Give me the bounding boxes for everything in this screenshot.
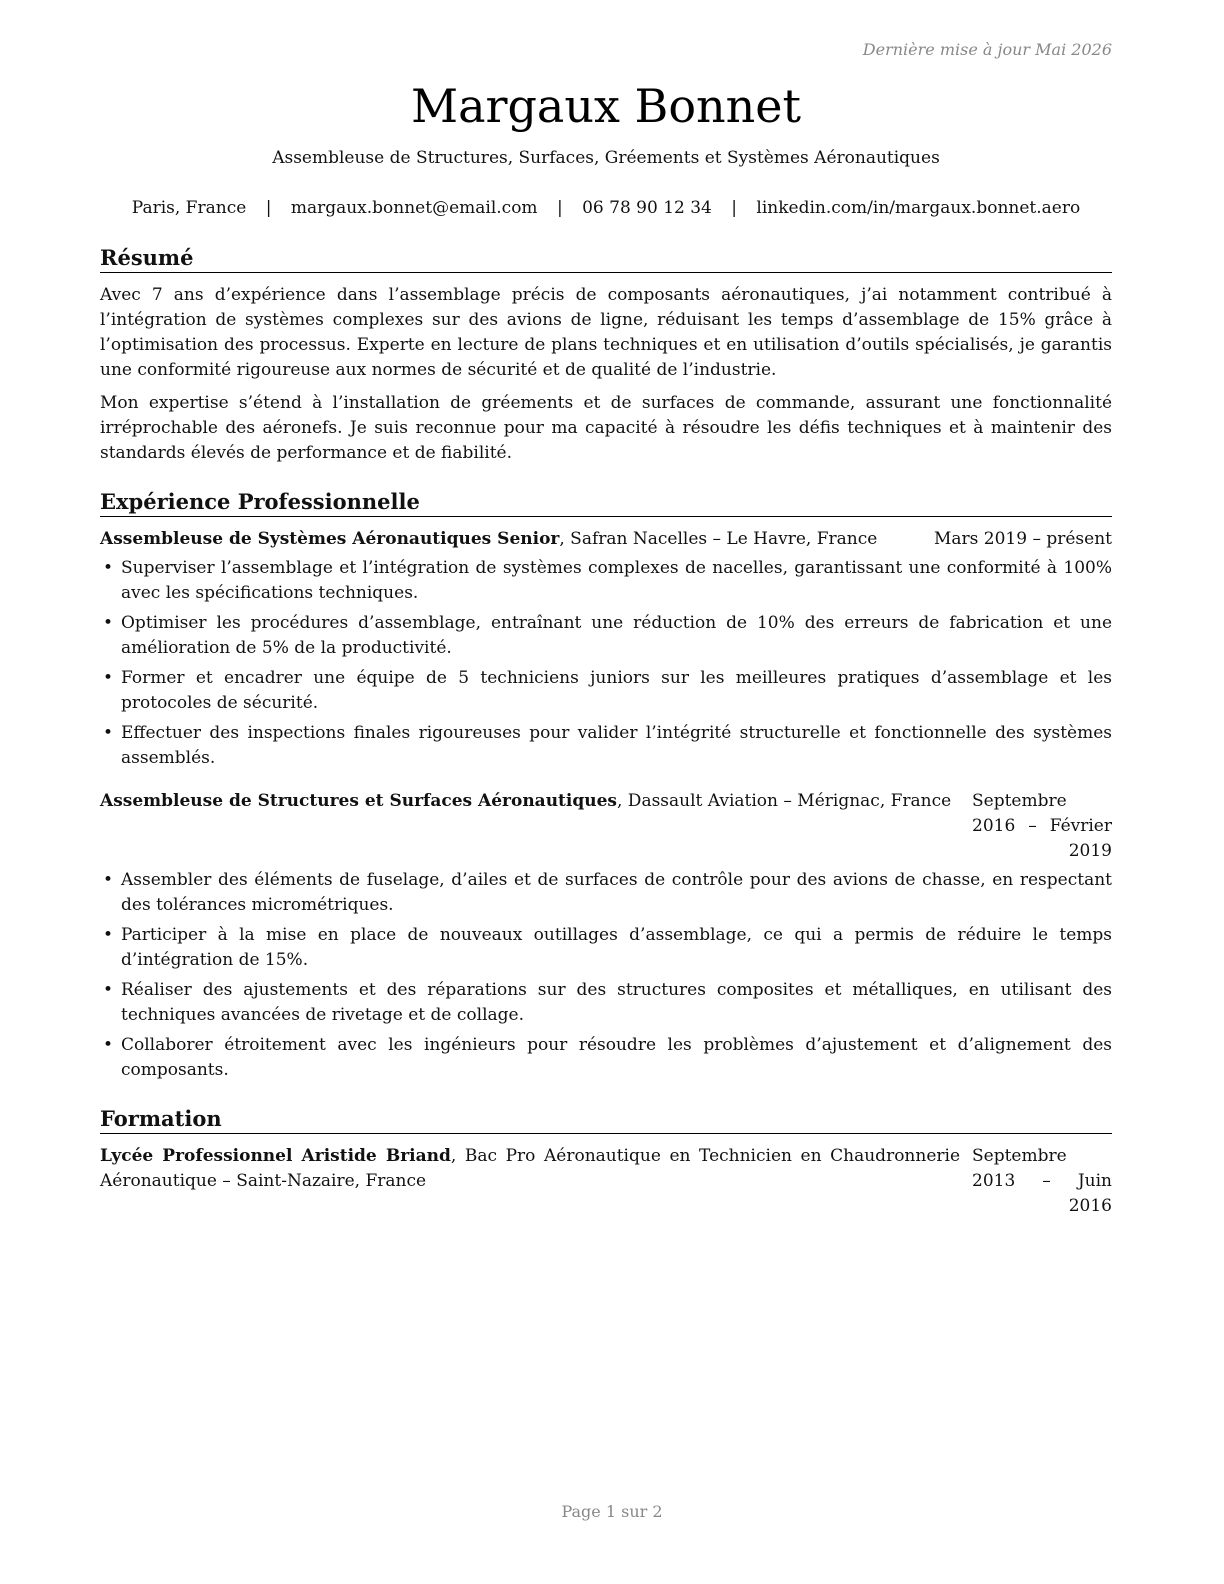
list-item: • Réaliser des ajustements et des réparations sur des structures composites et métalliques, en utilisant des techniques avancées de rivetage et de collage.	[100, 978, 1112, 1028]
list-item: • Superviser l’assemblage et l’intégration de systèmes complexes de nacelles, garantissant une conformité à 100% avec les spécifications techniques.	[100, 556, 1112, 606]
job-header	[100, 527, 1112, 552]
job-title-line	[100, 527, 922, 552]
list-item: • Former et encadrer une équipe de 5 techniciens juniors sur les meilleures pratiques d’assemblage et les protocoles de sécurité.	[100, 666, 1112, 716]
contact-linkedin[interactable]: linkedin.com/in/margaux.bonnet.aero	[756, 198, 1081, 218]
job-employer: , Dassault Aviation – Mérignac, France	[617, 791, 952, 811]
section-title-experience: Expérience Professionnelle	[100, 488, 1112, 517]
last-updated: Dernière mise à jour Mai 2026	[862, 40, 1112, 59]
education-line	[100, 1144, 960, 1194]
headline: Assembleuse de Structures, Surfaces, Gréements et Systèmes Aéronautiques	[272, 148, 940, 168]
education-entry	[100, 1144, 1112, 1219]
contact-line	[100, 196, 1112, 220]
job-role: Assembleuse de Systèmes Aéronautiques Senior	[100, 529, 560, 549]
candidate-name: Margaux Bonnet	[410, 79, 802, 133]
education-detail: , Bac Pro Aéronautique en Technicien en Chaudronnerie Aéronautique – Saint-Nazaire, France	[100, 1146, 961, 1191]
list-item: • Collaborer étroitement avec les ingénieurs pour résoudre les problèmes d’ajustement et d’alignement des composants.	[100, 1033, 1112, 1083]
job-bullets	[100, 868, 1112, 1083]
resume-page	[100, 40, 1112, 1219]
list-item: • Assembler des éléments de fuselage, d’ailes et de surfaces de contrôle pour des avions de chasse, en respectant des tolérances micrométriques.	[100, 868, 1112, 918]
contact-email[interactable]: margaux.bonnet@email.com	[290, 198, 538, 218]
contact-phone[interactable]: 06 78 90 12 34	[582, 198, 712, 218]
job-employer: , Safran Nacelles – Le Havre, France	[559, 529, 878, 549]
contact-separator: |	[265, 198, 272, 218]
job-bullets	[100, 556, 1112, 771]
section-title-education: Formation	[100, 1105, 1112, 1134]
education-school: Lycée Professionnel Aristide Briand	[100, 1146, 451, 1166]
job-title-line	[100, 789, 960, 814]
contact-separator: |	[731, 198, 738, 218]
list-item: • Effectuer des inspections finales rigoureuses pour valider l’intégrité structurelle et fonctionnelle des systèmes assemblés.	[100, 721, 1112, 771]
contact-separator: |	[556, 198, 563, 218]
summary-paragraph: Mon expertise s’étend à l’installation de gréements et de surfaces de commande, assurant une fonctionnalité irréprochable des aéronefs. Je suis reconnue pour ma capacité à résoudre les défis techniques et à maintenir des standards élevés de performance et de fiabilité.	[100, 393, 1112, 463]
job-dates: Mars 2019 – présent	[933, 529, 1112, 549]
job-role: Assembleuse de Structures et Surfaces Aéronautiques	[100, 791, 617, 811]
section-title-summary: Résumé	[100, 244, 1112, 273]
list-item: • Optimiser les procédures d’assemblage, entraînant une réduction de 10% des erreurs de fabrication et une amélioration de 5% de la productivité.	[100, 611, 1112, 661]
summary-paragraph: Avec 7 ans d’expérience dans l’assemblage précis de composants aéronautiques, j’ai notamment contribué à l’intégration de systèmes complexes sur des avions de ligne, réduisant les temps d’assemblage de 15% grâce à l’optimisation des processus. Experte en lecture de plans techniques et en utilisation d’outils spécialisés, je garantis une conformité rigoureuse aux normes de sécurité et de qualité de l’industrie.	[100, 285, 1112, 380]
page-number: Page 1 sur 2	[561, 1502, 663, 1521]
job-dates: Septembre 2016 – Février 2019	[972, 791, 1112, 861]
job-entry	[100, 527, 1112, 771]
contact-location: Paris, France	[131, 198, 247, 218]
job-header	[100, 789, 1112, 864]
job-entry	[100, 789, 1112, 1083]
education-dates: Septembre 2013 – Juin 2016	[972, 1146, 1112, 1216]
list-item: • Participer à la mise en place de nouveaux outillages d’assemblage, ce qui a permis de réduire le temps d’intégration de 15%.	[100, 923, 1112, 973]
